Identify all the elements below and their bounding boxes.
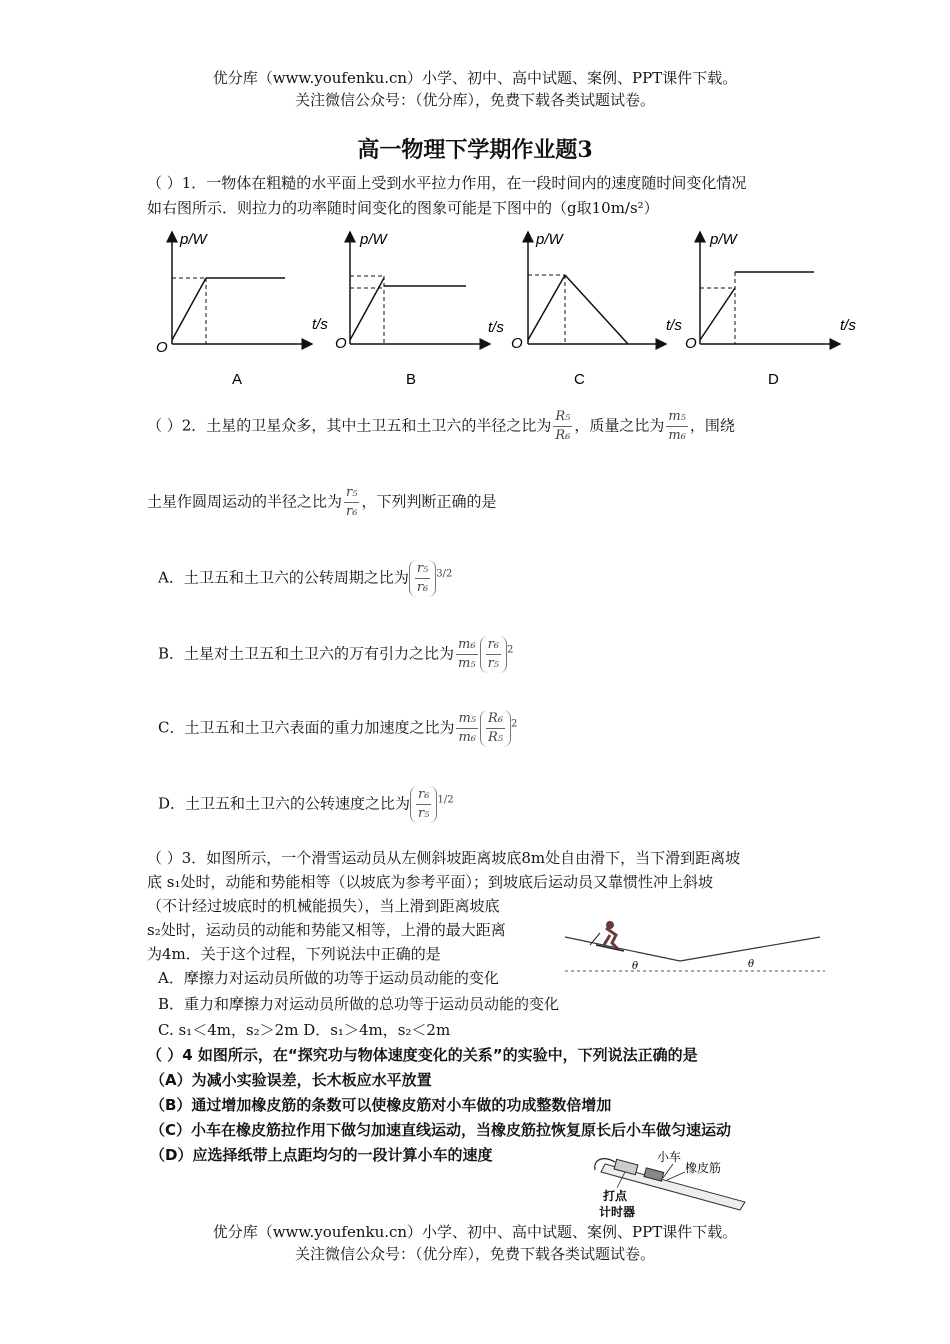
paren-expr: [480, 636, 507, 673]
frac-den: R₆: [555, 428, 571, 443]
q2-option-b: [158, 636, 513, 673]
graph-d: [685, 231, 856, 388]
q2-intro-c: ，围绕: [689, 416, 735, 435]
frac-num: r₅: [415, 560, 430, 579]
q2-intro-a: （ ）2．土星的卫星众多，其中土卫五和土卫六的半径之比为: [147, 416, 552, 435]
graph-b-x-label: t/s: [488, 319, 504, 336]
q2-intro: [147, 408, 735, 445]
frac-num: R₅: [553, 408, 572, 427]
q2-option-c: [158, 710, 517, 747]
skier-slope-figure: [560, 915, 830, 980]
angle-right: θ: [748, 959, 755, 970]
q3-line-4: s₂处时，运动员的动能和势能又相等，上滑的最大距离: [147, 921, 506, 939]
fraction-r5-r6: [415, 560, 430, 597]
frac-num: r₆: [416, 786, 431, 805]
angle-left: θ: [632, 961, 639, 972]
graph-d-x-label: t/s: [840, 317, 856, 334]
q2-option-d-text: D．土卫五和土卫六的公转速度之比为: [158, 794, 411, 813]
q1-line-2: 如右图所示．则拉力的功率随时间变化的图象可能是下图中的（g取10m/s²）: [147, 199, 659, 217]
frac-num: r₅: [344, 484, 359, 503]
exponent: 2: [507, 644, 514, 656]
frac-den: R₅: [488, 730, 504, 745]
fraction-r6-r5: [486, 636, 501, 673]
q2-option-c-text: C．土卫五和土卫六表面的重力加速度之比为: [158, 718, 455, 737]
graph-b-origin: O: [335, 335, 347, 352]
frac-den: m₆: [458, 730, 477, 745]
paren-expr: [410, 786, 437, 823]
frac-num: R₆: [486, 710, 505, 729]
fraction-r6-r5: [416, 786, 431, 823]
frac-den: r₆: [346, 504, 358, 519]
frac-den: m₆: [668, 428, 686, 443]
q3-line-3: （不计经过坡底时的机械能损失），当上滑到距离坡底: [147, 897, 500, 915]
label-timer-2: 计时器: [599, 1205, 636, 1219]
graph-b-y-label: p/W: [360, 231, 387, 248]
paren-expr: [409, 560, 436, 597]
graph-d-origin: O: [685, 335, 697, 352]
q2-option-d: [158, 786, 454, 823]
footer-line-2: 关注微信公众号：（优分库），免费下载各类试题试卷。: [294, 1245, 655, 1263]
exponent: 2: [511, 718, 518, 730]
graph-b-label: B: [406, 371, 417, 388]
graph-a-x-label: t/s: [312, 316, 328, 333]
fraction-R6-R5: [486, 710, 505, 747]
header-line-2: 关注微信公众号：（优分库），免费下载各类试题试卷。: [294, 91, 655, 109]
frac-num: r₆: [486, 636, 501, 655]
graph-c-origin: O: [511, 335, 523, 352]
q3-line-5: 为4m．关于这个过程，下列说法中正确的是: [147, 945, 441, 963]
q4-option-d: （D）应选择纸带上点距均匀的一段计算小车的速度: [150, 1146, 493, 1164]
graph-a-origin: O: [156, 339, 168, 356]
q3-option-a: A．摩擦力对运动员所做的功等于运动员动能的变化: [158, 969, 499, 987]
graph-d-y-label: p/W: [710, 231, 737, 248]
fraction-m5-m6: [456, 710, 478, 747]
frac-num: m₅: [456, 710, 478, 729]
q2-option-a-text: A．土卫五和土卫六的公转周期之比为: [158, 568, 409, 587]
frac-den: r₅: [418, 806, 430, 821]
graph-c-x-label: t/s: [666, 317, 682, 334]
q1-graphs: [140, 222, 870, 392]
q3-option-cd: C. s₁＜4m，s₂＞2m D．s₁＞4m，s₂＜2m: [158, 1021, 451, 1039]
exponent: 3/2: [436, 568, 453, 580]
frac-den: r₆: [416, 580, 429, 595]
q2-line-2: [147, 484, 496, 521]
label-timer-1: 打点: [603, 1189, 628, 1203]
frac-den: m₅: [458, 656, 476, 671]
paren-expr: [480, 710, 511, 747]
q2-option-a: [158, 560, 452, 597]
frac-num: m₅: [666, 408, 688, 427]
graph-a-y-label: p/W: [180, 231, 207, 248]
fraction-R5-R6: [553, 408, 572, 445]
graph-c: [511, 231, 682, 388]
graph-a-label: A: [232, 371, 243, 388]
graph-a: [156, 231, 328, 388]
q4-line-1: （ ）4 如图所示，在“探究功与物体速度变化的关系”的实验中，下列说法正确的是: [147, 1046, 698, 1064]
exponent: 1/2: [437, 794, 454, 806]
cart-experiment-figure: [585, 1150, 760, 1222]
label-car: 小车: [657, 1150, 682, 1164]
graph-d-label: D: [768, 371, 779, 388]
fraction-m5-m6: [666, 408, 688, 445]
label-band: 橡皮筋: [685, 1161, 722, 1175]
q1-line-1: （ ）1．一物体在粗糙的水平面上受到水平拉力作用，在一段时间内的速度随时间变化情况: [147, 174, 747, 192]
q2-intro-b: ，质量之比为: [574, 416, 665, 435]
fraction-m6-m5: [456, 636, 478, 673]
q3-option-b: B．重力和摩擦力对运动员所做的总功等于运动员动能的变化: [158, 995, 560, 1013]
frac-num: m₆: [456, 636, 478, 655]
header-line-1: 优分库（www.youfenku.cn）小学、初中、高中试题、案例、PPT课件下载。: [212, 69, 738, 87]
q2-line2-b: ，下列判断正确的是: [361, 492, 497, 511]
q4-option-c: （C）小车在橡皮筋拉作用下做匀加速直线运动，当橡皮筋拉恢复原长后小车做匀速运动: [150, 1121, 732, 1139]
q4-option-b: （B）通过增加橡皮筋的条数可以使橡皮筋对小车做的功成整数倍增加: [150, 1096, 612, 1114]
graph-b: [335, 231, 504, 388]
fraction-r5-r6: [344, 484, 359, 521]
graph-c-y-label: p/W: [536, 231, 563, 248]
q2-option-b-text: B．土星对土卫五和土卫六的万有引力之比为: [158, 644, 455, 663]
skier-icon: [590, 921, 624, 951]
frac-den: r₅: [487, 656, 500, 671]
q2-line2-a: 土星作圆周运动的半径之比为: [147, 492, 343, 511]
q3-line-2: 底 s₁处时，动能和势能相等（以坡底为参考平面）；到坡底后运动员又靠惯性冲上斜坡: [147, 873, 713, 891]
footer-line-1: 优分库（www.youfenku.cn）小学、初中、高中试题、案例、PPT课件下载。: [212, 1223, 738, 1241]
graph-c-label: C: [574, 371, 585, 388]
q3-line-1: （ ）3．如图所示，一个滑雪运动员从左侧斜坡距离坡底8m处自由滑下，当下滑到距离坡: [147, 849, 741, 867]
q4-option-a: （A）为减小实验误差，长木板应水平放置: [150, 1071, 432, 1089]
page-title: 高一物理下学期作业题3: [357, 137, 593, 163]
